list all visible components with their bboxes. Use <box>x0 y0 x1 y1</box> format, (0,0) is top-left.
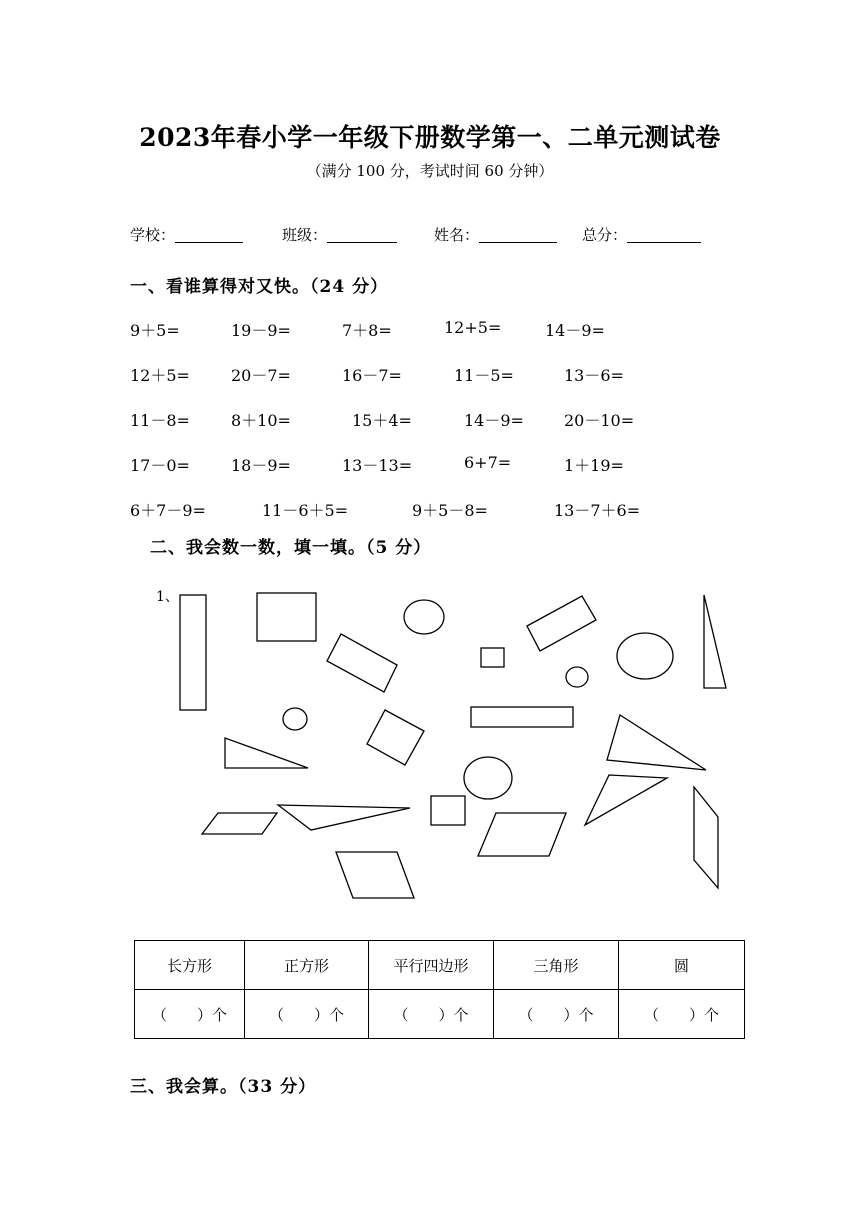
equation: 1＋19= <box>564 456 624 475</box>
table-header-row <box>135 941 745 990</box>
section3-heading: 三、我会算。（33 分） <box>130 1077 317 1097</box>
answer-cell-square[interactable]: （ ）个 <box>245 990 369 1039</box>
circle-shape <box>566 667 588 687</box>
equation: 14－9= <box>545 321 605 340</box>
equation: 9＋5= <box>130 321 180 340</box>
equation: 19－9= <box>231 321 291 340</box>
equation: 6＋7－9= <box>130 501 206 520</box>
triangle-shape <box>704 595 726 688</box>
school-label: 学校： <box>130 226 176 244</box>
triangle-shape <box>585 775 667 825</box>
equation: 15＋4= <box>352 411 412 430</box>
equation: 13－13= <box>342 456 413 475</box>
header-circle: 圆 <box>619 941 745 990</box>
header-rectangle: 长方形 <box>135 941 245 990</box>
triangle-shape <box>607 715 706 770</box>
section1-heading: 一、看谁算得对又快。（24 分） <box>130 277 389 297</box>
equation: 20－7= <box>231 366 291 385</box>
square-shape <box>431 796 465 825</box>
equation: 17－0= <box>130 456 190 475</box>
equation: 7＋8= <box>342 321 392 340</box>
equation: 11－8= <box>130 411 190 430</box>
equation: 11－5= <box>454 366 514 385</box>
name-label: 姓名： <box>434 226 480 244</box>
answer-cell-circle[interactable]: （ ）个 <box>619 990 745 1039</box>
equation: 13－7＋6= <box>554 501 641 520</box>
shape-count-table <box>134 940 745 1039</box>
circle-shape <box>617 633 673 679</box>
item-number: 1、 <box>156 589 179 605</box>
rectangle-shape <box>527 596 596 651</box>
rectangle-shape <box>180 595 206 710</box>
score-label: 总分： <box>582 226 628 244</box>
equation: 11－6＋5= <box>262 501 349 520</box>
equation: 12＋5= <box>130 366 190 385</box>
parallelogram-shape <box>478 813 566 856</box>
circle-shape <box>283 708 307 730</box>
equation: 16－7= <box>342 366 402 385</box>
table-answer-row <box>135 990 745 1039</box>
answer-cell-parallelogram[interactable]: （ ）个 <box>369 990 494 1039</box>
class-label: 班级： <box>282 226 328 244</box>
triangle-shape <box>225 738 308 768</box>
square-shape <box>367 710 424 765</box>
section2-heading: 二、我会数一数，填一填。（5 分） <box>150 538 432 558</box>
circle-shape <box>404 600 444 634</box>
answer-cell-triangle[interactable]: （ ）个 <box>494 990 619 1039</box>
equation: 18－9= <box>231 456 291 475</box>
equation: 13－6= <box>564 366 624 385</box>
circle-shape <box>464 757 512 799</box>
parallelogram-shape <box>694 787 718 888</box>
equation: 8＋10= <box>231 411 291 430</box>
rectangle-shape <box>327 634 397 692</box>
equation: 12+5= <box>444 318 502 337</box>
equation: 6+7= <box>464 453 512 472</box>
rectangle-shape <box>471 707 573 727</box>
equation: 20－10= <box>564 411 635 430</box>
square-shape <box>257 593 316 641</box>
page-title: 2023年春小学一年级下册数学第一、二单元测试卷 <box>139 123 721 152</box>
header-parallelogram: 平行四边形 <box>369 941 494 990</box>
triangle-shape <box>278 805 410 830</box>
equation: 9＋5－8= <box>412 501 488 520</box>
square-shape <box>481 648 504 667</box>
header-square: 正方形 <box>245 941 369 990</box>
equation: 14－9= <box>464 411 524 430</box>
parallelogram-shape <box>336 852 414 898</box>
page-subtitle: （满分 100 分，考试时间 60 分钟） <box>306 162 554 180</box>
answer-cell-rectangle[interactable]: （ ）个 <box>135 990 245 1039</box>
header-triangle: 三角形 <box>494 941 619 990</box>
parallelogram-shape <box>202 813 277 834</box>
